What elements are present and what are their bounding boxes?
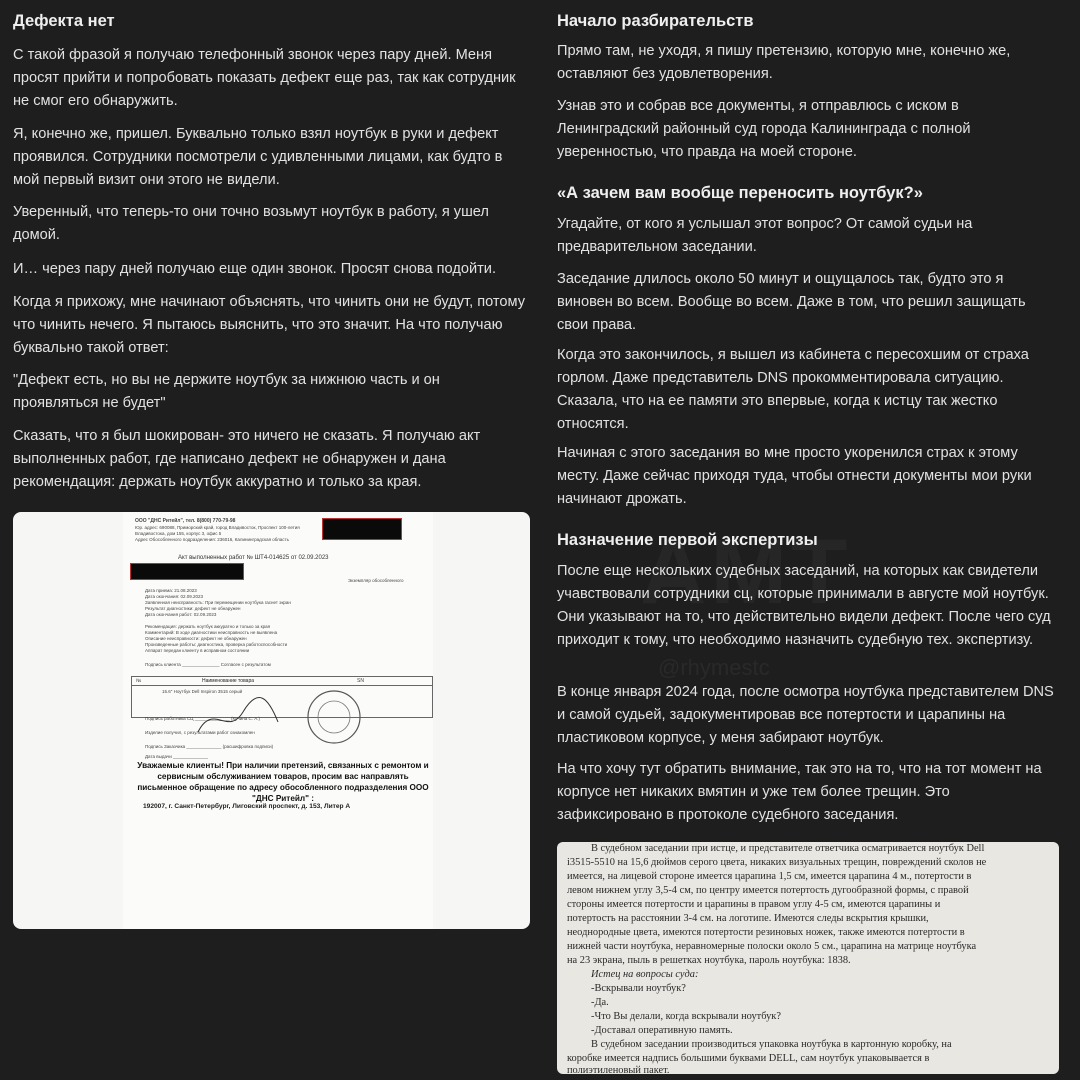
doc-fine-print: Описание неисправности: дефект не обнаружен bbox=[145, 636, 247, 641]
court-protocol-photo bbox=[557, 842, 1059, 1074]
doc-fine-print: Дата окончания работ: 02.09.2023 bbox=[145, 612, 217, 617]
protocol-line: неоднородные цвета, имеются потертости резиновых ножек, также имеются потертости в bbox=[567, 927, 965, 938]
paragraph: И… через пару дней получаю еще один звонок. Просят снова подойти. bbox=[13, 261, 497, 277]
protocol-line: Истец на вопросы суда: bbox=[591, 969, 699, 980]
protocol-line: потертость на расстоянии 3-4 см. на логотипе. Имеются следы вскрытия крышки, bbox=[567, 913, 929, 924]
redacted-block bbox=[130, 563, 244, 580]
paragraph: Прямо там, не уходя, я пишу претензию, которую мне, конечно же, оставляют без удовлетворения. bbox=[557, 43, 1011, 82]
protocol-line: -Да. bbox=[591, 997, 609, 1008]
paragraph: Начиная с этого заседания во мне просто укоренился страх к этому месту. Даже сейчас приходя туда, чтобы отнести документы мои руки начинают дрожать. bbox=[557, 445, 1032, 507]
paragraph: В конце января 2024 года, после осмотра ноутбука представителем DNS и самой судьей, задокументировав все потертости и царапины на пластиковом корпусе, у меня забирают ноутбук. bbox=[557, 684, 1054, 746]
doc-fine-print: Заявленная неисправность: При перемещении ноутбука гаснет экран bbox=[145, 600, 291, 605]
protocol-line: левом нижнем углу 3,5-4 см, по центру имеется потертость дугообразной формы, с правой bbox=[567, 885, 969, 896]
protocol-line: нижней части ноутбука, неравномерные полоски около 5 см., царапина на матрице ноутбука bbox=[567, 941, 977, 952]
section-heading-start: Начало разбирательств bbox=[557, 12, 754, 30]
protocol-line: на 23 экрана, пыль в решетках ноутбука, пароль ноутбука: 1838. bbox=[567, 955, 851, 966]
doc-fine-print: Дата окончания: 02.09.2023 bbox=[145, 594, 204, 599]
protocol-line: имеется, на лицевой стороне имеется царапина 1,5 см, имеется царапина 4 м., потертости в bbox=[567, 871, 972, 882]
goods-table-header bbox=[132, 677, 432, 686]
doc-fine-print: Рекомендация: держать ноутбук аккуратно и только за края bbox=[145, 624, 271, 629]
redacted-block bbox=[322, 518, 402, 540]
section-heading-expertise: Назначение первой экспертизы bbox=[557, 531, 818, 549]
section-heading-question: «А зачем вам вообще переносить ноутбук?» bbox=[557, 184, 923, 202]
protocol-line: коробке имеется надпись большими буквами DELL, сам ноутбук упаковывается в bbox=[567, 1053, 930, 1064]
doc-fine-print: Подпись клиента _______________ Согласен с результатом bbox=[145, 662, 271, 667]
doc-fine-print: Комментарий: В ходе диагностики неисправность не выявлена bbox=[145, 630, 278, 635]
protocol-line: полиэтиленовый пакет. bbox=[567, 1065, 670, 1074]
work-act-document-photo bbox=[13, 512, 530, 929]
protocol-line: -Доставал оперативную память. bbox=[591, 1025, 733, 1036]
doc-fine-print: Аппарат передан клиенту в исправном состоянии bbox=[145, 648, 250, 653]
paragraph: Уверенный, что теперь-то они точно возьмут ноутбук в работу, я ушел домой. bbox=[13, 204, 489, 243]
doc-fine-print: Юр. адрес: 690088, Приморский край, город Владивосток, Проспект 100-летия bbox=[135, 525, 300, 530]
doc-fine-print: Дата приема: 21.08.2023 bbox=[145, 588, 197, 593]
paragraph: Я, конечно же, пришел. Буквально только взял ноутбук в руки и дефект проявился. Сотрудники посмотрели с удивленными лицами, как будто в мой первый визит они этого не видели. bbox=[13, 126, 503, 188]
doc-fine-print: Дата выдачи ______________ bbox=[145, 754, 209, 759]
paragraph: Заседание длилось около 50 минут и ощущалось так, будто это я виновен во всем. Вообще во всем. Даже в том, что решил защищать свои права. bbox=[557, 271, 1026, 333]
goods-table-header-label: Наименование товара bbox=[202, 678, 255, 684]
doc-fine-print: Произведенные работы: диагностика, проверка работоспособности bbox=[145, 642, 288, 647]
paragraph: С такой фразой я получаю телефонный звонок через пару дней. Меня просят прийти и попробовать показать дефект еще раз, так как сотрудник не смог его обнаружить. bbox=[13, 47, 516, 109]
goods-table-header-sn: SN bbox=[357, 678, 364, 684]
section-heading-no-defect: Дефекта нет bbox=[13, 12, 115, 30]
protocol-line: -Вскрывали ноутбук? bbox=[591, 983, 686, 994]
doc-fine-print: Адрес Обособленного подразделения: 236016, Калининградская область bbox=[135, 537, 289, 542]
doc-notice: Уважаемые клиенты! При наличии претензий, связанных с ремонтом и сервисным обслуживанием товаров, просим вас направлять письменное обращение по адресу обособленного подразделения ООО "ДНС Ритейл" : bbox=[137, 761, 429, 803]
doc-fine-print: Подпись Заказчика ______________ (расшифровка подписи) bbox=[145, 744, 274, 749]
doc-company: ООО "ДНС Ритейл", тел. 8(800) 770-79-98 bbox=[135, 518, 236, 524]
doc-fine-print: Изделие получил, с результатами работ ознакомлен bbox=[145, 730, 255, 735]
doc-fine-print: Экземпляр обособленного bbox=[348, 578, 404, 583]
paragraph: Когда я прихожу, мне начинают объяснять, что чинить они не будут, потому что чинить нечего. Я пытаюсь выяснить, что это значит. На что получаю буквально такой ответ: bbox=[13, 294, 526, 356]
paragraph: Когда это закончилось, я вышел из кабинета с пересохшим от страха горлом. Даже представитель DNS прокомментировала ситуацию. Сказала, что на ее памяти это впервые, когда к истцу так жестко относятся. bbox=[557, 347, 1029, 432]
paragraph: Угадайте, от кого я услышал этот вопрос? От самой судьи на предварительном заседании. bbox=[557, 216, 973, 255]
doc-address: 192007, г. Санкт-Петербург, Лиговский проспект, д. 153, Литер А bbox=[143, 803, 351, 810]
protocol-line: В судебном заседании при истце, и представителе ответчика осматривается ноутбук Dell bbox=[591, 843, 985, 854]
protocol-line: -Что Вы делали, когда вскрывали ноутбук? bbox=[591, 1011, 781, 1022]
goods-table-row: 15.6" Ноутбук Dell Inspiron 3515 серый bbox=[162, 689, 243, 694]
doc-fine-print: Результат диагностики: дефект не обнаружен bbox=[145, 606, 241, 611]
protocol-line: В судебном заседании производиться упаковка ноутбука в картонную коробку, на bbox=[591, 1039, 952, 1050]
paragraph: Узнав это и собрав все документы, я отправлюсь с иском в Ленинградский районный суд города Калининграда с полной уверенностью, что правда на моей стороне. bbox=[557, 98, 971, 160]
doc-fine-print: Владивостока, дом 155, корпус 3, офис 5 bbox=[135, 531, 222, 536]
paragraph: На что хочу тут обратить внимание, так это на то, что на тот момент на корпусе нет никаких вмятин и уже тем более трещин. Это зафиксировано в протоколе судебного заседания. bbox=[557, 761, 1042, 823]
protocol-line: i3515-5510 на 15,6 дюймов серого цвета, никаких визуальных трещин, повреждений сколов не bbox=[567, 857, 987, 868]
doc-title: Акт выполненных работ № ШТ4-014625 от 02.09.2023 bbox=[178, 555, 329, 561]
doc-fine-print: Подпись работника СЦ ______________ (Кучина С. А.) bbox=[145, 716, 261, 721]
watermark-handle: @rhymestc bbox=[658, 655, 770, 680]
signature-scribble bbox=[193, 692, 283, 742]
protocol-line: стороны имеется потертости и царапины в правом углу 4-5 см, имеются царапины и bbox=[567, 899, 941, 910]
paragraph: После еще нескольких судебных заседаний, на которых как свидетели учавствовали сотрудники сц, которые принимали в августе мой ноутбук. Они указывают на то, что действительно видели дефект. После чего суд приходит к тому, что необходимо назначить судебную тех. экспертизу. bbox=[557, 563, 1051, 648]
company-seal bbox=[305, 688, 363, 746]
goods-table-header-num: № bbox=[136, 678, 142, 684]
paragraph: Сказать, что я был шокирован- это ничего не сказать. Я получаю акт выполненных работ, где написано дефект не обнаружен и дана рекомендация: держать ноутбук аккуратно и только за края. bbox=[13, 428, 481, 490]
quote-paragraph: "Дефект есть, но вы не держите ноутбук за нижнюю часть и он проявляться не будет" bbox=[13, 372, 440, 411]
